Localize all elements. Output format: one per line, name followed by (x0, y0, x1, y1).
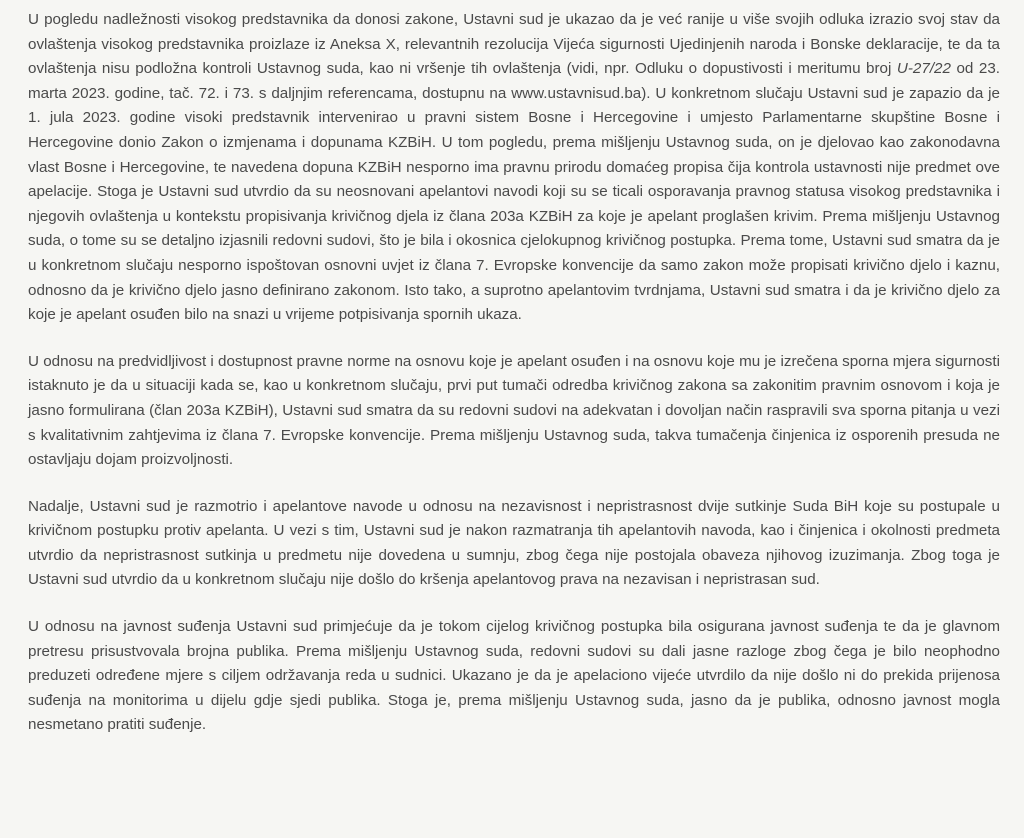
paragraph-text: U pogledu nadležnosti visokog predstavnika da donosi zakone, Ustavni sud je ukazao da je već ranije u više svojih odluka izrazio svoj stav da ovlaštenja visokog predstavnika proizlaze iz Aneksa X, relevantnih rezolucija Vijeća sigurnosti Ujedinjenih naroda i Bonske deklaracije, te da ta ovlaštenja nisu podložna kontroli Ustavnog suda, kao ni vršenje tih ovlaštenja (vidi, npr. Odluku o dopustivosti i meritumu broj (28, 11, 1000, 78)
paragraph-text: od 23. marta 2023. godine, tač. 72. i 73. s daljnjim referencama, dostupnu na www.ustavnisud.ba). U konkretnom slučaju Ustavni sud je zapazio da je 1. jula 2023. godine visoki predstavnik intervenirao u pravni sistem Bosne i Hercegovine i umjesto Parlamentarne skupštine Bosne i Hercegovine donio Zakon o izmjenama i dopunama KZBiH. U tom pogledu, prema mišljenju Ustavnog suda, on je djelovao kao zakonodavna vlast Bosne i Hercegovine, te navedena dopuna KZBiH nesporno ima pravnu prirodu domaćeg propisa čija kontrola ustavnosti nije predmet ove apelacije. Stoga je Ustavni sud utvrdio da su neosnovani apelantovi navodi koji su se ticali osporavanja pravnog statusa visokog predstavnika i njegovih ovlaštenja u kontekstu propisivanja krivičnog djela iz člana 203a KZBiH za koje je apelant proglašen krivim. Prema mišljenju Ustavnog suda, o tome su se detaljno izjasnili redovni sudovi, što je bila i okosnica cjelokupnog krivičnog postupka. Prema tome, Ustavni sud smatra da je u konkretnom slučaju nesporno ispoštovan osnovni uvjet iz člana 7. Evropske konvencije da samo zakon može propisati krivično djelo i kaznu, odnosno da je krivično djelo jasno definirano zakonom. Isto tako, a suprotno apelantovim tvrdnjama, Ustavni sud smatra i da je krivično djelo za koje je apelant osuđen bilo na snazi u vrijeme potpisivanja spornih ukaza. (28, 60, 1000, 324)
paragraph-high-representative-powers (28, 8, 1000, 328)
article-body (28, 8, 1000, 738)
paragraph-impartiality: Nadalje, Ustavni sud je razmotrio i apelantove navode u odnosu na nezavisnost i nepristrasnost dvije sutkinje Suda BiH koje su postupale u krivičnom postupku protiv apelanta. U vezi s tim, Ustavni sud je nakon razmatranja tih apelantovih navoda, kao i činjenica i okolnosti predmeta utvrdio da nepristrasnost sutkinja u predmetu nije dovedena u sumnju, zbog čega nije postojala obaveza njihovog izuzimanja. Zbog toga je Ustavni sud utvrdio da u konkretnom slučaju nije došlo do kršenja apelantovog prava na nezavisan i nepristrasan sud. (28, 497, 1000, 589)
decision-reference: U-27/22 (896, 60, 951, 78)
paragraph-foreseeability: U odnosu na predvidljivost i dostupnost pravne norme na osnovu koje je apelant osuđen i na osnovu koje mu je izrečena sporna mjera sigurnosti istaknuto je da u situaciji kada se, kao u konkretnom slučaju, prvi put tumači odredba krivičnog zakona sa zakonitim pravnim osnovom i koja je jasno formulirana (član 203a KZBiH), Ustavni sud smatra da su redovni sudovi na adekvatan i dovoljan način raspravili sva sporna pitanja u vezi s kvalitativnim zahtjevima iz člana 7. Evropske konvencije. Prema mišljenju Ustavnog suda, takva tumačenja činjenica iz osporenih presuda ne ostavljaju dojam proizvoljnosti. (28, 352, 1000, 469)
paragraph-public-trial: U odnosu na javnost suđenja Ustavni sud primjećuje da je tokom cijelog krivičnog postupka bila osigurana javnost suđenja te da je glavnom pretresu prisustvovala brojna publika. Prema mišljenju Ustavnog suda, redovni sudovi su dali jasne razloge zbog čega je bilo neophodno preduzeti određene mjere s ciljem održavanja reda u sudnici. Ukazano je da je apelaciono vijeće utvrdilo da nije došlo ni do prekida prijenosa suđenja na monitorima u dijelu gdje sjedi publika. Stoga je, prema mišljenju Ustavnog suda, jasno da je publika, odnosno javnost mogla nesmetano pratiti suđenje. (28, 618, 1000, 734)
